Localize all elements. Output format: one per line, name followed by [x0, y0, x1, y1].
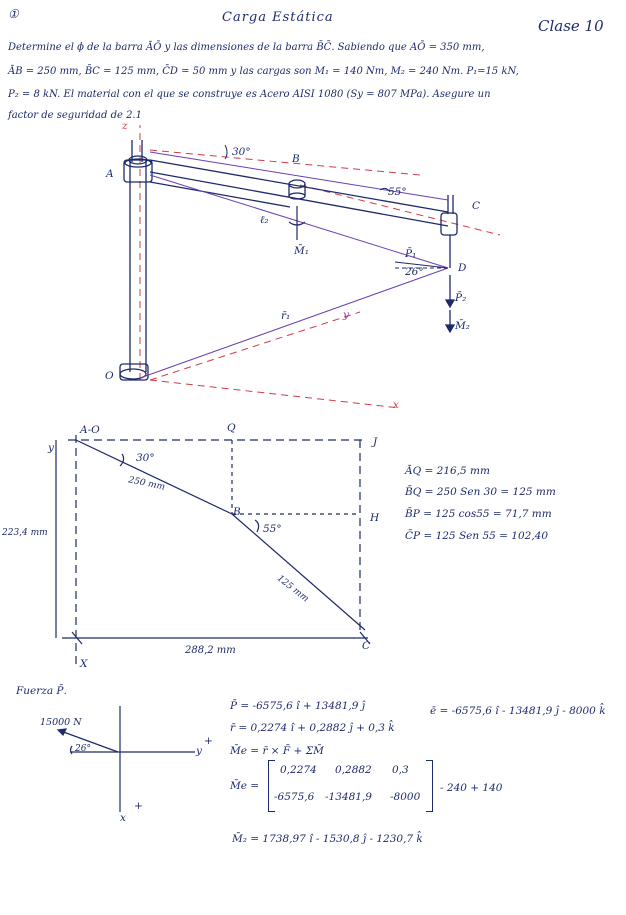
label-c: C: [472, 200, 481, 212]
plan-label-dim-bottom: 288,2 mm: [185, 645, 236, 656]
label-a: A: [106, 168, 114, 180]
problem-line-4: factor de seguridad de 2.1: [8, 110, 142, 121]
plan-label-x: X: [80, 658, 88, 670]
force-plus-y: +: [204, 735, 213, 747]
matrix-r2-c2: -13481,9: [325, 791, 372, 803]
page-number: ①: [8, 7, 19, 21]
matrix-r1-c2: 0,2882: [335, 764, 372, 776]
label-p2: P̄₂: [455, 292, 467, 304]
class-label: Clase 10: [538, 17, 604, 35]
matrix-r2-c3: -8000: [390, 791, 421, 803]
plan-label-c: C: [362, 640, 371, 652]
plan-label-dim-left: 223,4 mm: [2, 528, 48, 538]
label-l2: ℓ₂: [260, 214, 269, 226]
matrix-tail: - 240 + 140: [440, 782, 503, 794]
calc-line-2: B̄Q = 250 Sen 30 = 125 mm: [405, 486, 556, 498]
eq-m2-result: M̄₂ = 1738,97 î - 1530,8 ĵ - 1230,7 k̂: [232, 833, 423, 845]
matrix-r1-c1: 0,2274: [280, 764, 317, 776]
plan-label-y: y: [48, 442, 54, 454]
problem-line-3: P₂ = 8 kN. El material con el que se construye es Acero AISI 1080 (Sy = 807 MPa). Asegure un: [8, 89, 491, 100]
label-angle-26: 26°: [405, 266, 424, 278]
matrix-r2-c1: -6575,6: [274, 791, 315, 803]
force-angle: 26°: [75, 744, 91, 754]
plan-label-len125: 125 mm: [274, 573, 311, 605]
eq-r: r̄ = 0,2274 î + 0,2882 ĵ + 0,3 k̂: [230, 722, 395, 734]
plan-label-angle-30: 30°: [136, 452, 155, 464]
label-d: D: [458, 262, 467, 274]
label-m1: M̄₁: [294, 245, 309, 257]
force-heading: Fuerza P̄.: [16, 685, 67, 697]
label-r1: r̄₁: [281, 310, 291, 322]
label-o: O: [105, 370, 114, 382]
label-z: z: [122, 120, 128, 132]
plan-label-h: H: [370, 512, 380, 524]
calc-line-3: B̄P = 125 cos55 = 71,7 mm: [405, 508, 552, 520]
label-angle-55: 55°: [388, 186, 407, 198]
plan-label-b: B: [233, 506, 241, 518]
label-m2: M̄₂: [455, 320, 470, 332]
label-x: x: [393, 399, 399, 411]
force-label: 15000 N: [40, 717, 82, 728]
force-axis-x: x: [120, 812, 126, 824]
label-b: B: [292, 153, 300, 165]
matrix-r1-c3: 0,3: [392, 764, 409, 776]
matrix-bracket-left: [268, 760, 275, 812]
problem-line-2: ĀB = 250 mm, B̄C = 125 mm, C̄D = 50 mm y las cargas son M₁ = 140 Nm, M₂ = 240 Nm. P₁=15 kN,: [8, 66, 519, 77]
eq-m-def: M̄e = r̄ × F̄ + ΣM̄: [230, 745, 324, 757]
page-title: Carga Estática: [222, 10, 334, 25]
label-y: y: [343, 309, 349, 321]
plan-label-len250: 250 mm: [127, 475, 166, 493]
eq-me-label: M̄e =: [230, 780, 260, 792]
calc-line-4: C̄P = 125 Sen 55 = 102,40: [405, 530, 549, 542]
plan-label-q: Q: [227, 422, 236, 434]
eq-e: ē = -6575,6 î - 13481,9 ĵ - 8000 k̂: [430, 705, 606, 717]
force-plus-x: +: [134, 800, 143, 812]
label-angle-30: 30°: [232, 146, 251, 158]
plan-label-angle-55: 55°: [263, 523, 282, 535]
plan-label-ao: A-O: [80, 424, 100, 436]
eq-p: P̄ = -6575,6 î + 13481,9 ĵ: [230, 700, 366, 712]
matrix-bracket-right: [426, 760, 433, 812]
calc-line-1: ĀQ = 216,5 mm: [405, 465, 490, 477]
problem-line-1: Determine el ϕ de la barra ĀŌ y las dimensiones de la barra B̄C̄. Sabiendo que AŌ = 350 mm,: [8, 42, 485, 53]
label-p1: P̄₁: [405, 248, 417, 260]
force-axis-y: y: [196, 745, 202, 757]
plan-label-j: J: [373, 436, 378, 448]
